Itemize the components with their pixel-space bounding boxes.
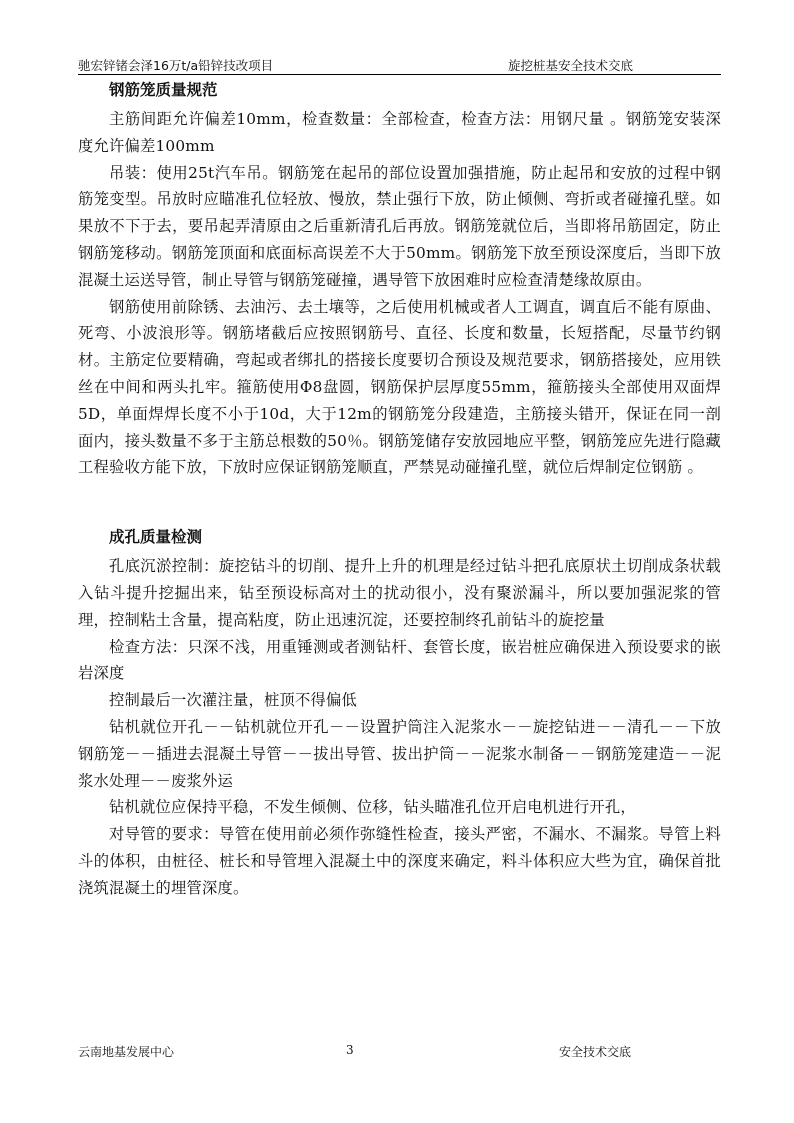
footer-organization: 云南地基发展中心 — [78, 1045, 175, 1059]
page-header — [78, 52, 721, 75]
paragraph: 孔底沉淤控制：旋挖钻斗的切削、提升上升的机理是经过钻斗把孔底原状土切削成条状载入钻斗提升挖掘出来，钻至预设标高对土的扰动很小，没有聚淤漏斗，所以要加强泥浆的管理，控制粘土含量，提高粘度，防止迅速沉淀，还要控制终孔前钻斗的旋挖量 — [78, 557, 721, 629]
section-spacer — [78, 481, 721, 521]
paragraph: 主筋间距允许偏差10mm，检查数量：全部检查，检查方法：用钢尺量 。钢筋笼安装深度允许偏差100mm — [78, 110, 721, 155]
section-title-rebar-cage: 钢筋笼质量规范 — [109, 81, 218, 99]
paragraph: 钻机就位开孔－－钻机就位开孔－－设置护筒注入泥浆水－－旋挖钻进－－清孔－－下放钢筋笼－－插进去混凝土导管－－拔出导管、拔出护筒－－泥浆水制备－－钢筋笼建造－－泥浆水处理－－废浆外运 — [78, 717, 721, 790]
page-footer — [78, 1043, 721, 1063]
paragraph: 检查方法：只深不浅，用重锤测或者测钻杆、套管长度，嵌岩桩应确保进入预设要求的嵌岩深度 — [78, 637, 721, 683]
paragraph: 对导管的要求：导管在使用前必须作弥缝性检查，接头严密，不漏水、不漏浆。导管上料斗的体积，由桩径、桩长和导管埋入混凝土中的深度来确定，料斗体积应大些为宜，确保首批浇筑混凝土的埋管深度。 — [78, 825, 721, 897]
header-document-title: 旋挖桩基安全技术交底 — [507, 58, 633, 73]
page-content — [78, 74, 721, 902]
header-project-name: 驰宏锌锗会泽16万t/a铅锌技改项目 — [78, 58, 274, 73]
paragraph: 控制最后一次灌注量，桩顶不得偏低 — [109, 691, 357, 710]
section-title-hole-inspection: 成孔质量检测 — [109, 528, 203, 547]
paragraph: 钢筋使用前除锈、去油污、去土壤等，之后使用机械或者人工调直，调直后不能有原曲、死弯、小波浪形等。钢筋堵截后应按照钢筋号、直径、长度和数量，长短搭配，尽量节约钢材。主筋定位要精确，弯起或者绑扎的搭接长度要切合预设及规范要求，钢筋搭接处，应用铁丝在中间和两头扎牢。箍筋使用Φ8盘圆，钢筋保护层厚度55mm，箍筋接头全部使用双面焊5D，单面焊焊长度不小于10d，大于12m的钢筋笼分段建造，主筋接头错开，保证在同一剖面内，接头数量不多于主筋总根数的50％。钢筋笼储存安放园地应平整，钢筋笼应先进行隐藏工程验收方能下放，下放时应保证钢筋笼顺直，严禁晃动碰撞孔壁，就位后焊制定位钢筋 。 — [78, 297, 721, 477]
paragraph: 吊装：使用25t汽车吊。钢筋笼在起吊的部位设置加强措施，防止起吊和安放的过程中钢筋笼变型。吊放时应瞄准孔位轻放、慢放，禁止强行下放，防止倾侧、弯折或者碰撞孔壁。如果放不下于去，要吊起弄清原由之后重新清孔后再放。钢筋笼就位后，当即将吊筋固定，防止钢筋笼移动。钢筋笼顶面和底面标高误差不大于50mm。钢筋笼下放至预设深度后，当即下放混凝土运送导管，制止导管与钢筋笼碰撞，遇导管下放困难时应检查清楚缘故原由。 — [78, 163, 721, 289]
page-number: 3 — [346, 1043, 354, 1057]
footer-document-type: 安全技术交底 — [558, 1045, 631, 1059]
paragraph: 钻机就位应保持平稳，不发生倾侧、位移，钻头瞄准孔位开启电机进行开孔， — [109, 798, 636, 817]
